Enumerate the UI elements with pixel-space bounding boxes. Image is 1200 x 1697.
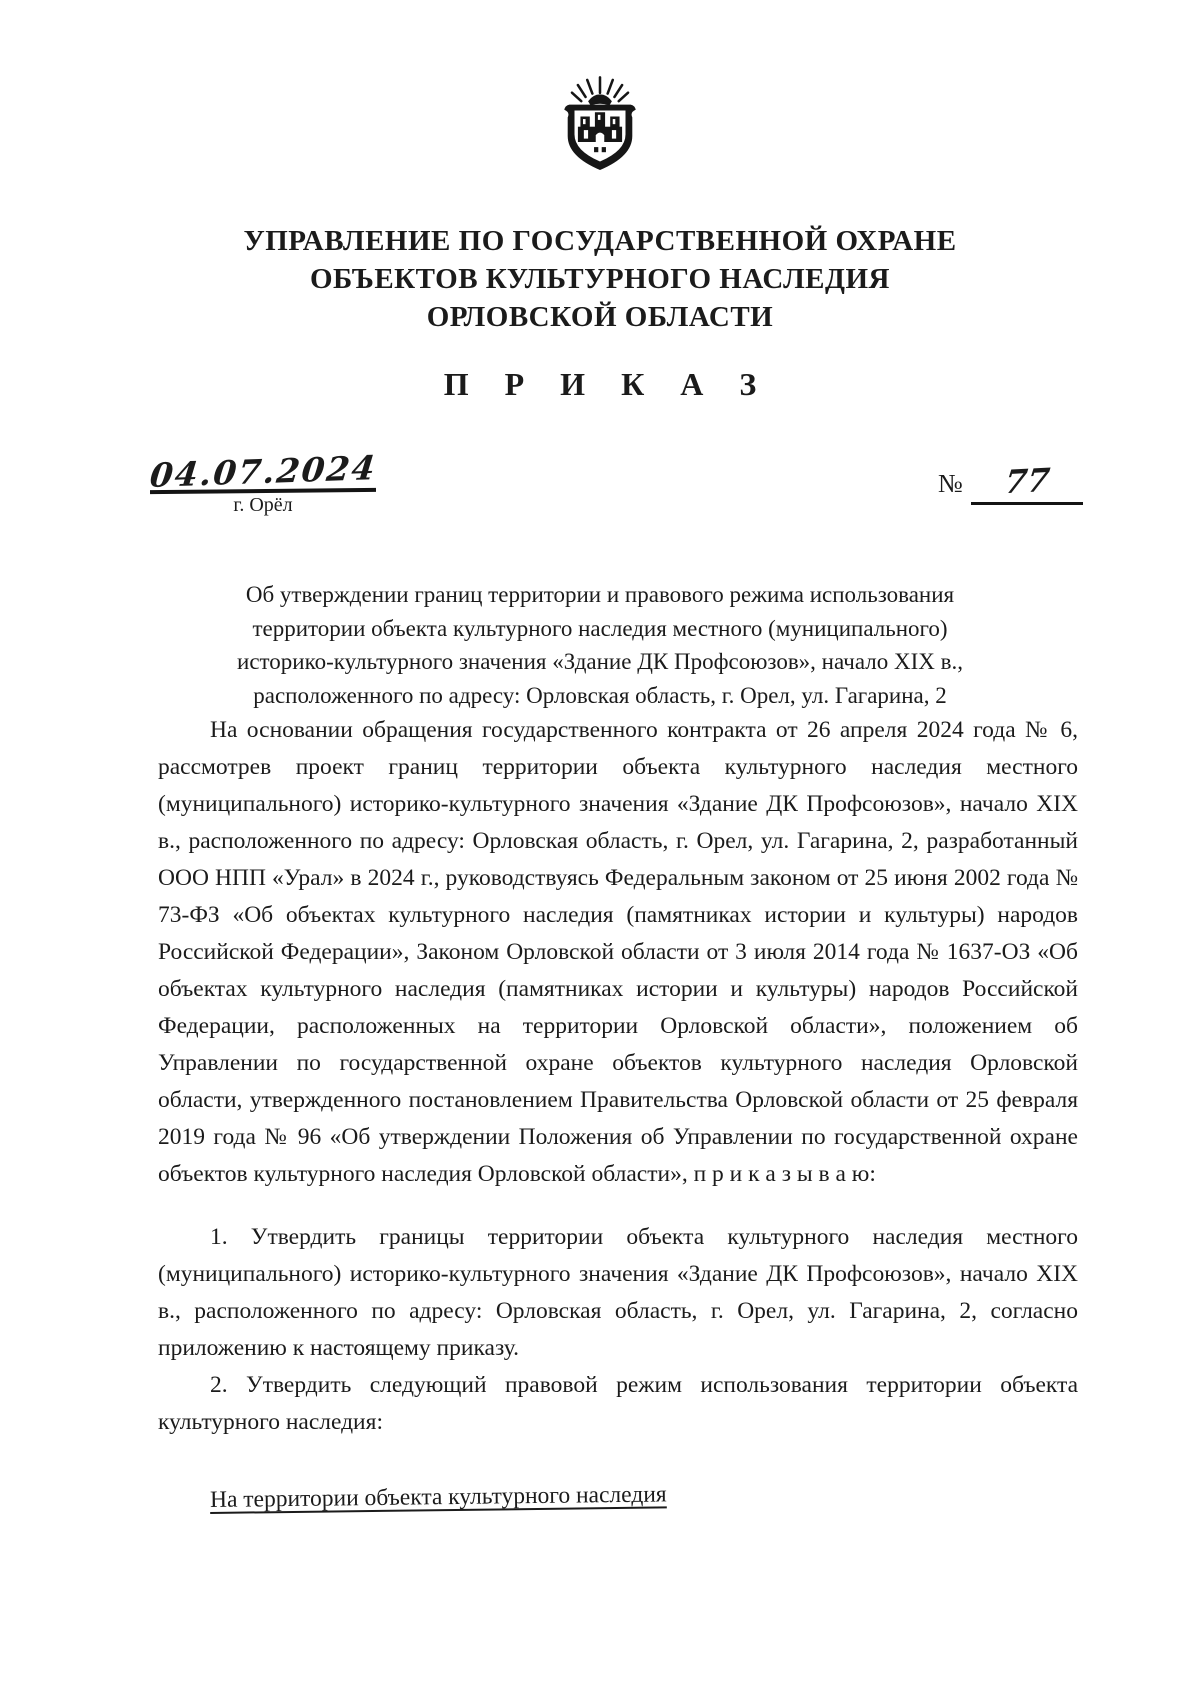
subject-line-4: расположенного по адресу: Орловская область, г. Орел, ул. Гагарина, 2 — [253, 682, 947, 708]
coat-of-arms-icon — [556, 74, 644, 176]
number-underline — [971, 462, 1083, 505]
document-type-heading: П Р И К А З — [443, 366, 771, 402]
subject-line-2: территории объекта культурного наследия местного (муниципального) — [252, 615, 948, 641]
document-body — [158, 712, 1078, 1514]
org-title-line-2: ОБЪЕКТОВ КУЛЬТУРНОГО НАСЛЕДИЯ — [310, 263, 890, 295]
org-title — [0, 222, 1200, 336]
subject-line-3: историко-культурного значения «Здание ДК Профсоюзов», начало XIX в., — [237, 649, 963, 674]
number-block — [938, 462, 1083, 505]
number-sign: № — [938, 469, 963, 498]
order-item-2: 2. Утвердить следующий правовой режим использования территории объекта культурного наследия: — [158, 1372, 1078, 1435]
section-heading-paragraph — [158, 1471, 1078, 1519]
order-item-1: 1. Утвердить границы территории объекта культурного наследия местного (муниципального) историко-культурного значения «Здание ДК Профсоюзов», начало XIX в., расположенного по адресу: Орловская область, г. Орел, ул. Гагарина, 2, согласно приложению к настоящему приказу. — [158, 1224, 1078, 1361]
preamble-paragraph: На основании обращения государственного контракта от 26 апреля 2024 года № 6, рассмотрев проект границ территории объекта культурного наследия местного (муниципального) историко-культурного значения «Здание ДК Профсоюзов», начало XIX в., расположенного по адресу: Орловская область, г. Орел, ул. Гагарина, 2, разработанный ООО НПП «Урал» в 2024 г., руководствуясь Федеральным законом от 25 июня 2002 года № 73-ФЗ «Об объектах культурного наследия (памятниках истории и культуры) народов Российской Федерации», Законом Орловской области от 3 июля 2014 года № 1637-ОЗ «Об объектах культурного наследия (памятниках истории и культуры) народов Российской Федерации, расположенных на территории Орловской области», положением об Управлении по государственной охране объектов культурного наследия Орловской области, утвержденного постановлением Правительства Орловской области от 25 февраля 2019 года № 96 «Об утверждении Положения об Управлении по государственной охране объектов культурного наследия Орловской области», п р и к а з ы в а ю: — [158, 717, 1078, 1187]
date-block — [148, 447, 379, 517]
emblem-eagle — [588, 94, 612, 105]
place-label: г. Орёл — [233, 494, 293, 516]
subject-heading — [160, 578, 1040, 712]
org-title-line-3: ОРЛОВСКОЙ ОБЛАСТИ — [426, 301, 774, 333]
subject-line-1: Об утверждении границ территории и правового режима использования — [245, 582, 955, 607]
handwritten-date: 04.07.2024 — [148, 447, 379, 496]
section-heading: На территории объекта культурного наследия — [209, 1481, 667, 1513]
handwritten-number: 77 — [1002, 460, 1052, 502]
org-title-line-1: УПРАВЛЕНИЕ ПО ГОСУДАРСТВЕННОЙ ОХРАНЕ — [243, 225, 957, 257]
